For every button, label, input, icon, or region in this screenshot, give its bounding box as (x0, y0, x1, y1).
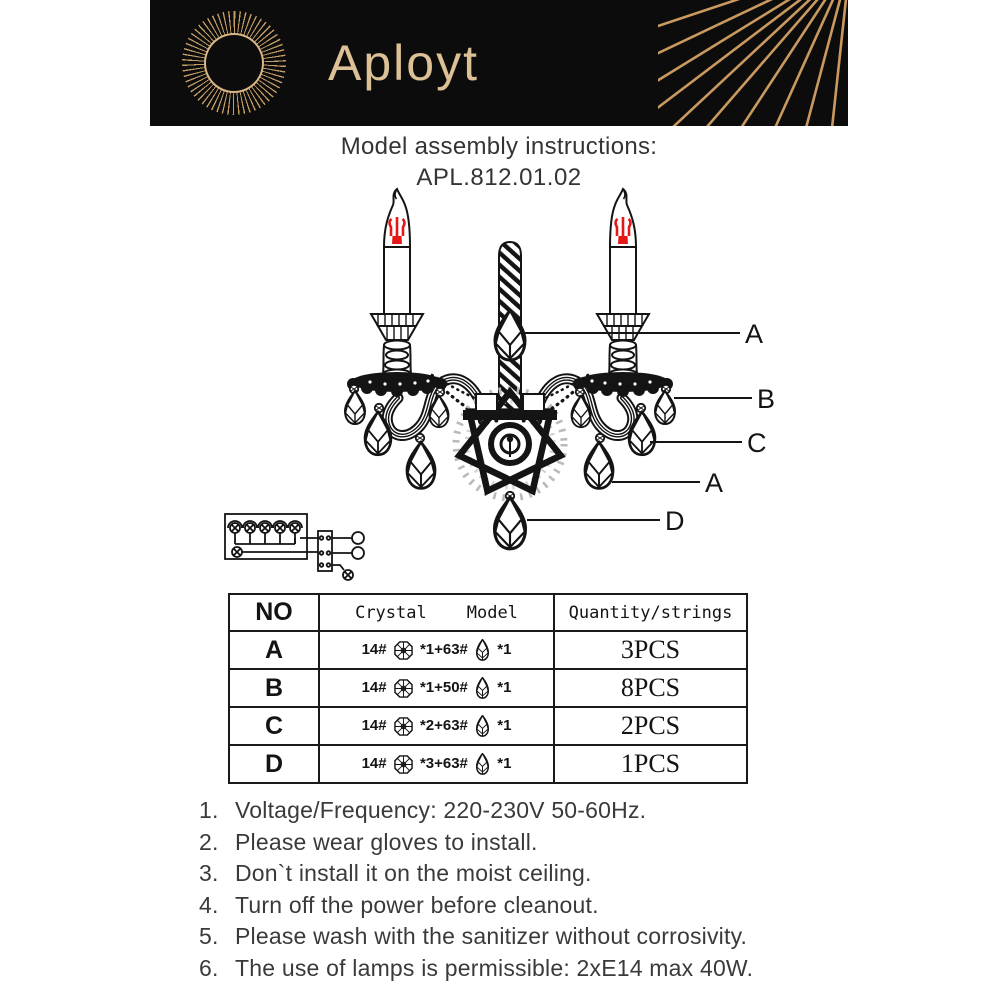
lamp-symbols (228, 521, 302, 544)
row-letter: C (229, 707, 319, 745)
teardrop-crystal-icon (475, 639, 490, 661)
part-label-c: C (747, 428, 767, 458)
page-title: Model assembly instructions: (340, 133, 658, 160)
list-item: 2. Please wear gloves to install. (199, 828, 538, 855)
octagon-crystal-icon (394, 755, 413, 774)
table-row (229, 669, 747, 707)
table-row (229, 745, 747, 783)
crystal-parts-table (228, 593, 748, 784)
part-label-d: D (665, 506, 685, 536)
sunburst-logo-icon (182, 11, 286, 115)
gold-rays-decoration (658, 0, 848, 126)
list-item: 6. The use of lamps is permissible: 2xE14 max 40W. (199, 954, 754, 981)
wiring-diagram (225, 514, 364, 580)
model-number: APL.812.01.02 (416, 164, 582, 191)
teardrop-crystal-icon (475, 715, 490, 737)
quantity-cell: 8PCS (554, 669, 747, 707)
row-letter: A (229, 631, 319, 669)
table-row (229, 707, 747, 745)
quantity-cell: 3PCS (554, 631, 747, 669)
col-header-crystal-model: Crystal Model (319, 594, 554, 631)
list-item: 4. Turn off the power before cleanout. (199, 891, 599, 918)
arm-socket-left (476, 394, 497, 411)
page-title-block (150, 133, 848, 192)
row-letter: B (229, 669, 319, 707)
crystal-drop-bottom-centre (495, 498, 526, 549)
brand-name: Aployt (328, 35, 479, 91)
col-header-quantity: Quantity/strings (554, 594, 747, 631)
brand-header-band (150, 0, 848, 126)
table-header-row (229, 594, 747, 631)
quantity-cell: 1PCS (554, 745, 747, 783)
col-header-no: NO (229, 594, 319, 631)
table-row (229, 631, 747, 669)
list-item: 3. Don`t install it on the moist ceiling. (199, 860, 592, 886)
safety-instructions-list (199, 795, 839, 984)
octagon-crystal-icon (394, 679, 413, 698)
crystal-spec: 14# *3+63# *1 (319, 745, 554, 783)
part-label-a1: A (745, 319, 764, 349)
octagon-crystal-icon (394, 641, 413, 660)
crystal-spec: 14# *1+63# *1 (319, 631, 554, 669)
quantity-cell: 2PCS (554, 707, 747, 745)
crystal-spec: 14# *1+50# *1 (319, 669, 554, 707)
octagon-crystal-icon (394, 717, 413, 736)
crystal-spec: 14# *2+63# *1 (319, 707, 554, 745)
arm-socket-right (523, 394, 544, 411)
sconce-assembly-diagram (180, 186, 800, 590)
list-item: 1. Voltage/Frequency: 220-230V 50-60Hz. (199, 797, 647, 823)
teardrop-crystal-icon (475, 753, 490, 775)
part-label-a2: A (705, 468, 724, 498)
list-item: 5. Please wash with the sanitizer without corrosivity. (199, 923, 748, 949)
row-letter: D (229, 745, 319, 783)
part-label-b: B (757, 384, 776, 414)
teardrop-crystal-icon (475, 677, 490, 699)
